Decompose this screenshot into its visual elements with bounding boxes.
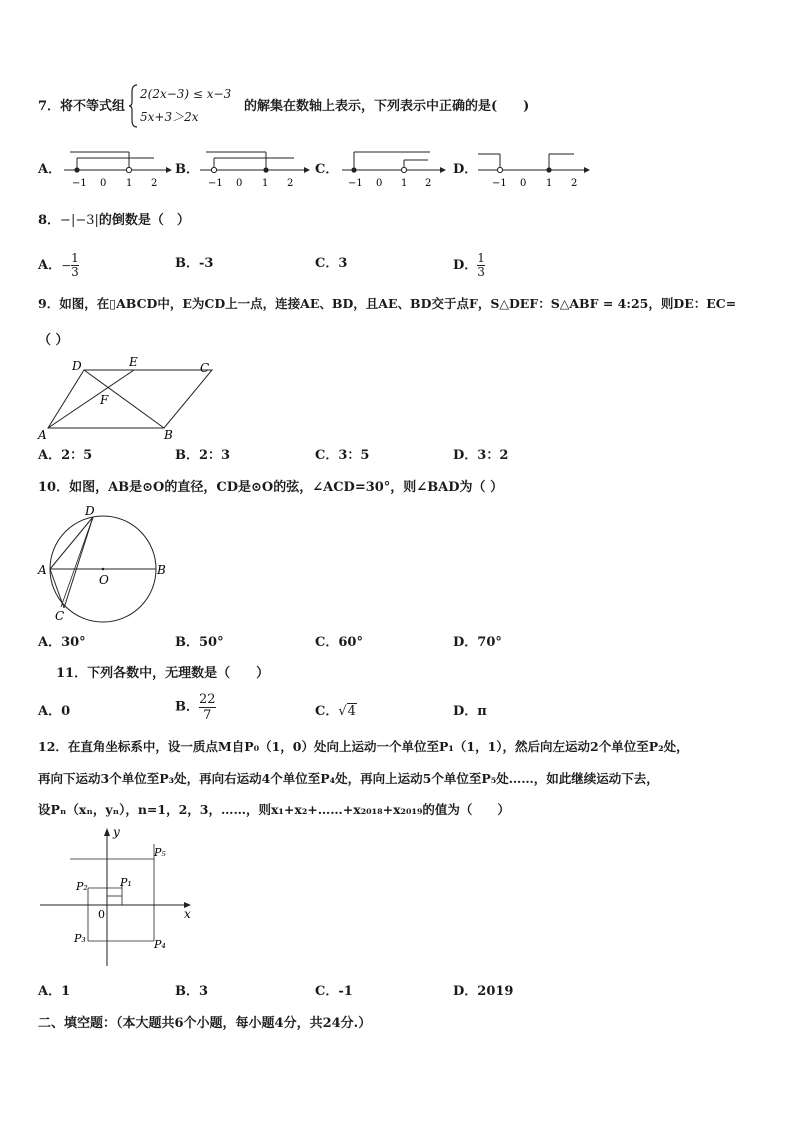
axis-x-label: x xyxy=(184,907,191,921)
q8-option-d[interactable]: D． $\frac{1}{3}$ xyxy=(453,251,485,279)
q12-option-a[interactable]: A．1 xyxy=(38,984,71,999)
q10-option-a[interactable]: A．30° xyxy=(38,635,86,650)
q9-option-b[interactable]: B．2：3 xyxy=(175,448,231,463)
q8-stem: 8．−|−3|的倒数是（ ） xyxy=(38,213,190,228)
svg-text:2: 2 xyxy=(287,178,294,189)
q12-option-c[interactable]: C．-1 xyxy=(315,984,353,999)
svg-text:0: 0 xyxy=(376,178,383,189)
q11-option-a[interactable]: A．0 xyxy=(38,704,71,719)
q7-inequality-2: 5x+3＞2x xyxy=(140,110,199,124)
label-c: C xyxy=(55,609,65,623)
q11-option-c[interactable]: C．√4 xyxy=(315,704,356,719)
q9-option-d[interactable]: D．3：2 xyxy=(453,448,509,463)
label-p3: P₃ xyxy=(74,932,86,945)
coordinate-spiral-diagram xyxy=(38,824,196,970)
svg-text:2: 2 xyxy=(571,178,578,189)
svg-text:1: 1 xyxy=(546,178,553,189)
q11-option-b[interactable]: B． $\frac{22}{7}$ xyxy=(175,692,216,723)
label-p4: P₄ xyxy=(154,938,166,951)
q10-option-d[interactable]: D．70° xyxy=(453,635,502,650)
q9-stem-line2: （ ） xyxy=(38,333,69,348)
label-f: F xyxy=(100,393,109,407)
label-o: O xyxy=(99,573,109,587)
q8-option-a[interactable]: A．− $\frac{1}{3}$ xyxy=(38,251,79,279)
label-b: B xyxy=(164,428,173,442)
tick-label: 1 xyxy=(126,178,133,189)
label-a: A xyxy=(38,563,47,577)
section-2-heading: 二、填空题：（本大题共6个小题，每小题4分，共24分.） xyxy=(38,1016,372,1031)
label-c: C xyxy=(200,361,210,375)
q12-option-d[interactable]: D．2019 xyxy=(453,984,514,999)
label-a: A xyxy=(38,428,47,442)
origin-label: 0 xyxy=(98,908,105,921)
tick-label: −1 xyxy=(72,178,87,189)
label-e: E xyxy=(129,356,138,369)
q8-option-c[interactable]: C．3 xyxy=(315,256,348,271)
circle-diagram xyxy=(36,502,176,628)
q7-option-c[interactable]: C． xyxy=(315,162,339,177)
q7-stem-tail: 的解集在数轴上表示，下列表示中正确的是( ) xyxy=(244,99,530,114)
q12-option-b[interactable]: B．3 xyxy=(175,984,209,999)
q7-option-a[interactable]: A． xyxy=(38,162,62,177)
q7-option-b[interactable]: B． xyxy=(175,162,199,177)
system-brace xyxy=(128,84,138,128)
q7-number: 7．将不等式组 xyxy=(38,99,126,114)
q9-option-a[interactable]: A．2：5 xyxy=(38,448,93,463)
svg-text:1: 1 xyxy=(262,178,269,189)
q10-stem: 10．如图，AB是⊙O的直径，CD是⊙O的弦，∠ACD=30°，则∠BAD为（ ） xyxy=(38,480,504,495)
label-d: D xyxy=(85,504,95,518)
q8-option-b[interactable]: B．-3 xyxy=(175,256,214,271)
q12-stem-line1: 12．在直角坐标系中，设一质点M自P₀（1，0）处向上运动一个单位至P₁（1，1），然后向左运动2个单位至P₂处， xyxy=(38,739,689,754)
q11-stem: 11．下列各数中，无理数是（ ） xyxy=(56,666,270,681)
svg-text:0: 0 xyxy=(520,178,527,189)
q11-option-d[interactable]: D．π xyxy=(453,704,487,719)
svg-text:0: 0 xyxy=(236,178,243,189)
q7-number-line-a xyxy=(62,148,172,190)
q7-option-d[interactable]: D． xyxy=(453,162,478,177)
label-p1: P₁ xyxy=(120,876,132,889)
svg-text:2: 2 xyxy=(425,178,432,189)
axis-y-label: y xyxy=(113,825,120,839)
q10-option-b[interactable]: B．50° xyxy=(175,635,224,650)
q9-stem-line1: 9．如图，在▯ABCD中，E为CD上一点，连接AE、BD，且AE、BD交于点F，S△DEF：S△ABF = 4:25，则DE：EC= xyxy=(38,296,737,311)
label-p5: P₅ xyxy=(154,846,166,859)
svg-text:−1: −1 xyxy=(208,178,223,189)
q10-option-c[interactable]: C．60° xyxy=(315,635,363,650)
q7-number-line-d xyxy=(476,148,590,190)
q7-number-line-b xyxy=(198,148,310,190)
label-d: D xyxy=(72,359,82,373)
parallelogram-diagram xyxy=(36,356,222,444)
svg-text:−1: −1 xyxy=(348,178,363,189)
label-p2: P₂ xyxy=(76,880,88,893)
tick-label: 0 xyxy=(100,178,107,189)
svg-text:1: 1 xyxy=(401,178,408,189)
svg-text:−1: −1 xyxy=(492,178,507,189)
q12-stem-line2: 再向下运动3个单位至P₃处，再向右运动4个单位至P₄处，再向上运动5个单位至P₅处……，如此继续运动下去， xyxy=(38,771,659,786)
q9-option-c[interactable]: C．3：5 xyxy=(315,448,370,463)
tick-label: 2 xyxy=(151,178,158,189)
q12-stem-line3: 设Pₙ（xₙ，yₙ），n=1，2，3，……，则x₁+x₂+……+x₂₀₁₈+x₂₀₁₉的值为（ ） xyxy=(38,802,510,817)
q7-number-line-c xyxy=(340,148,446,190)
label-b: B xyxy=(157,563,166,577)
q7-inequality-1: 2(2x−3) ≤ x−3 xyxy=(140,87,232,101)
